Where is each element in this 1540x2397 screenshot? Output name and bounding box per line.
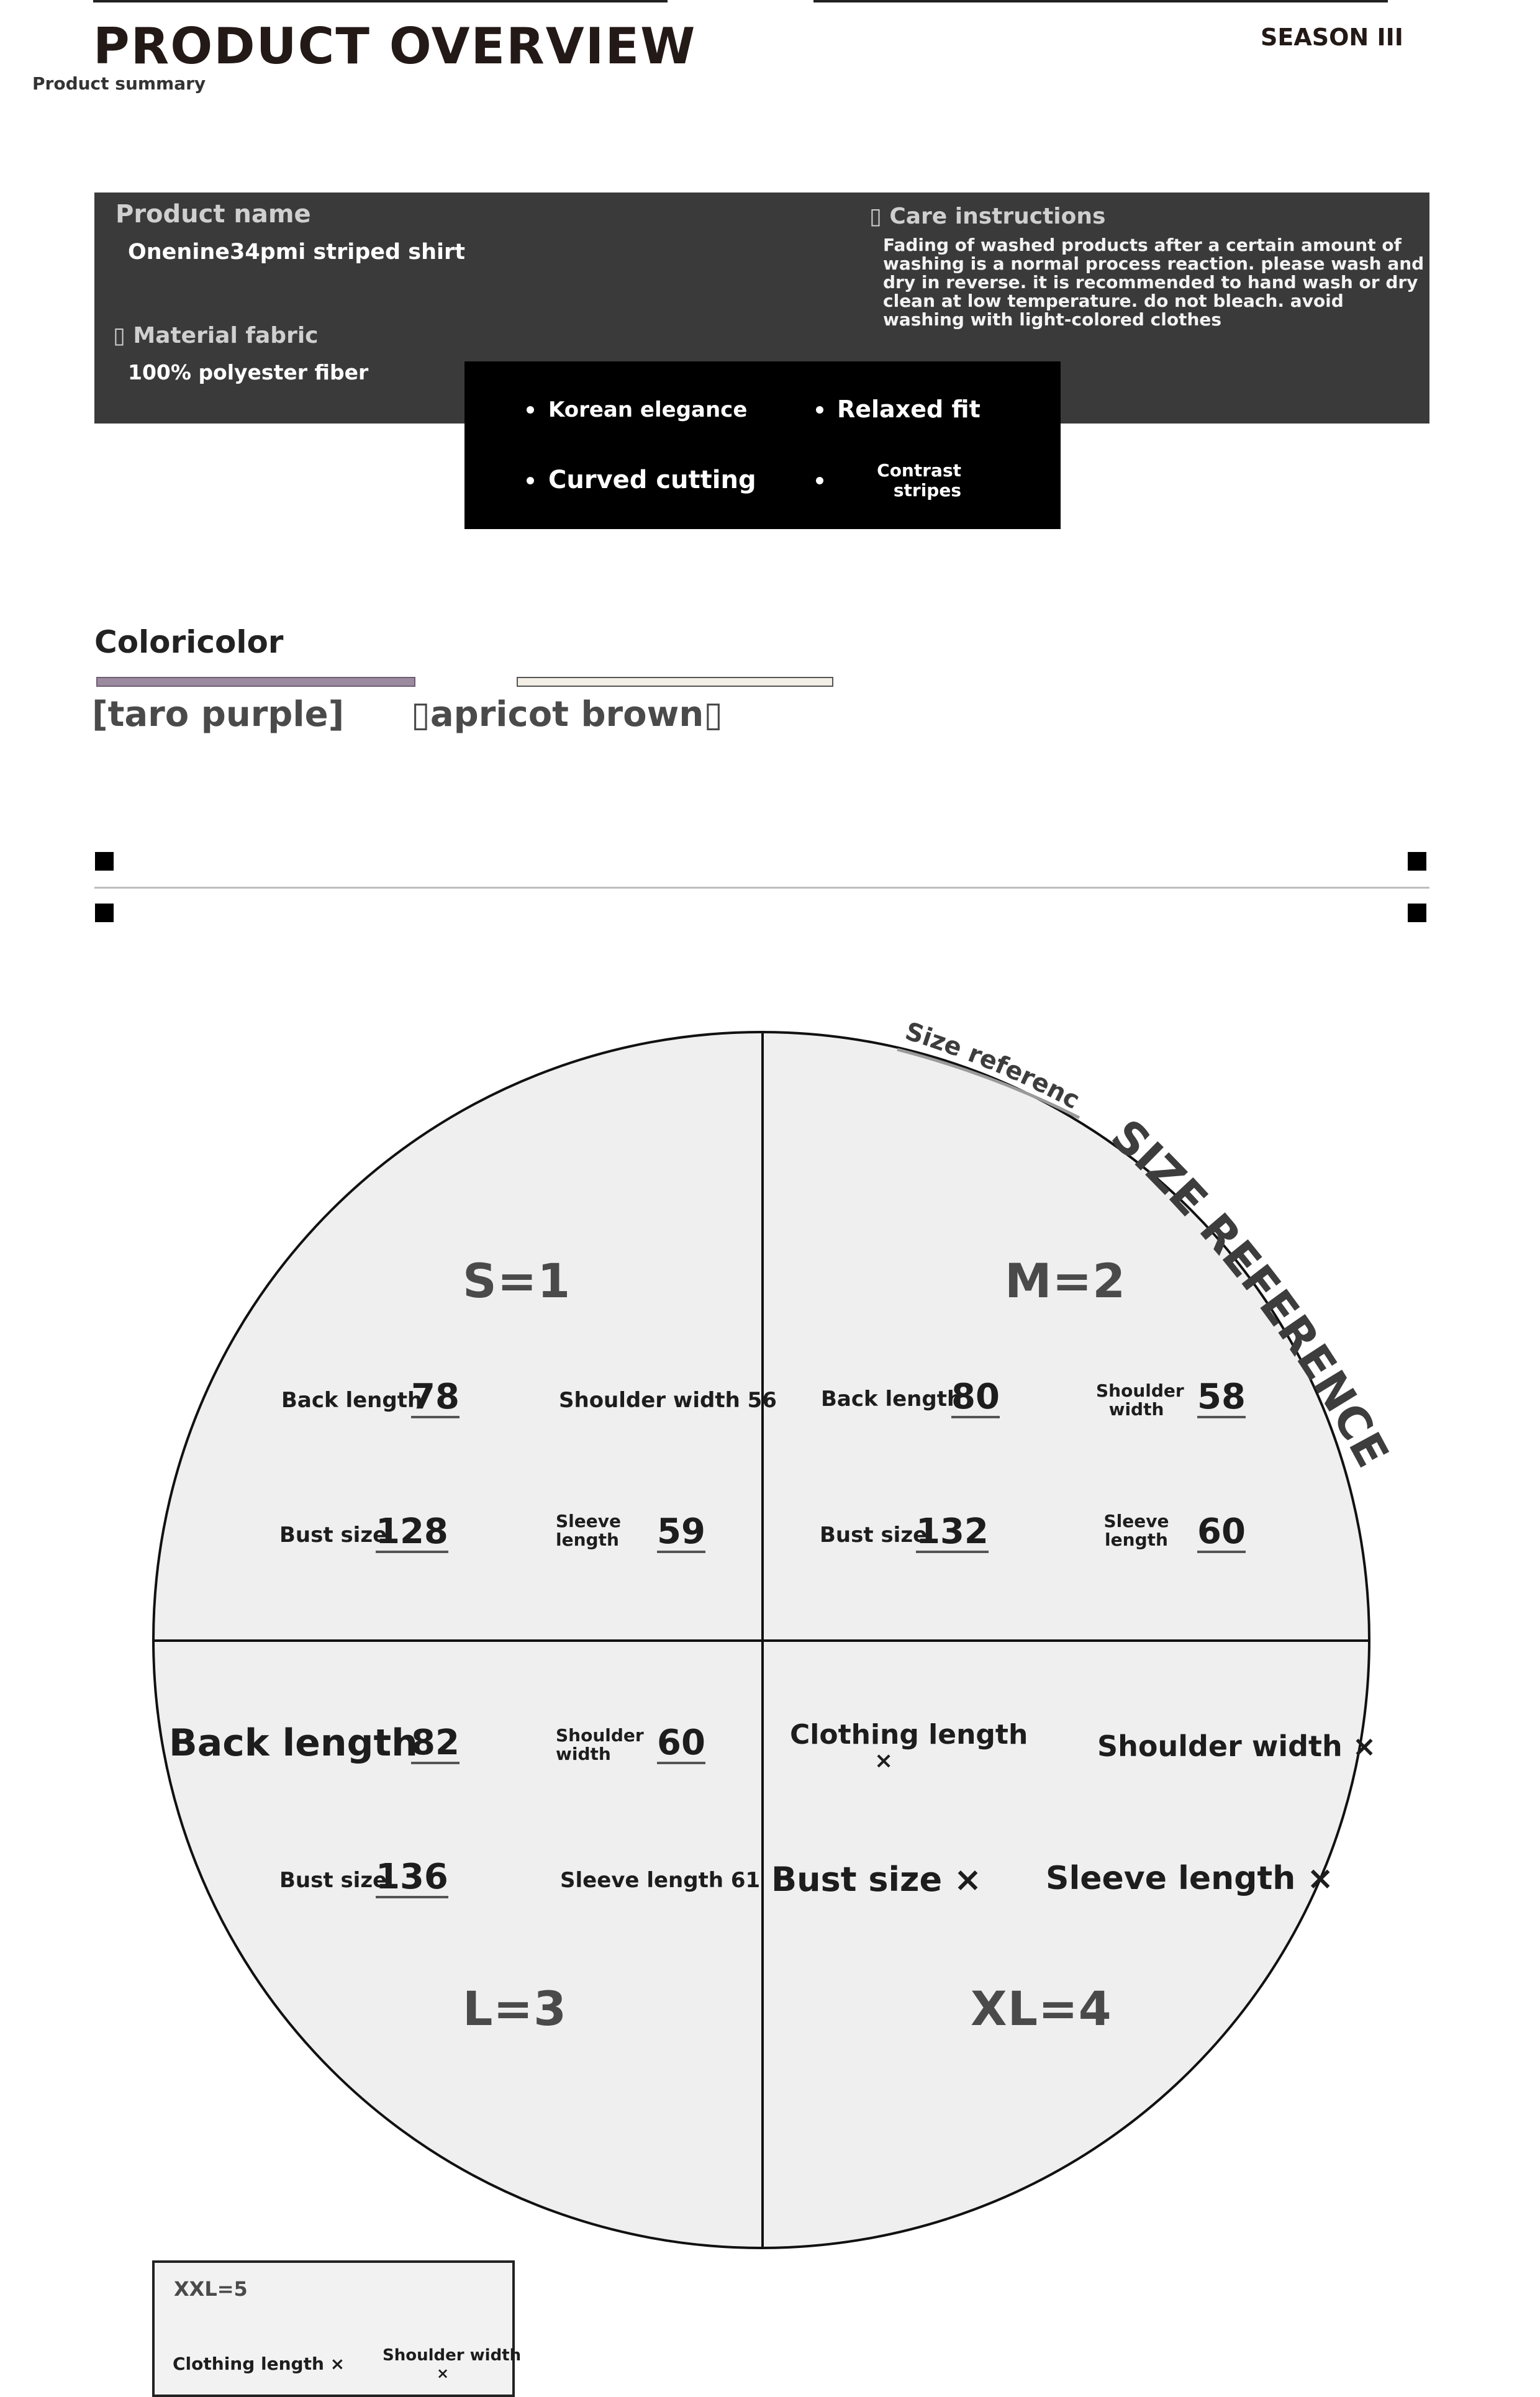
circle-horizontal-divider [152,1639,1370,1642]
divider-marker [1408,852,1426,871]
l-shoulder-width-label: Shoulder width [556,1725,644,1764]
color-section-title: Coloricolor [94,624,284,660]
l-back-length-label: Back length [169,1721,418,1765]
size-reference-arc [0,969,1540,1528]
s-shoulder-width: Shoulder width 56 [559,1388,777,1413]
size-s-heading: S=1 [463,1253,571,1308]
care-text: Fading of washed products after a certain amount of washing is a normal process reaction. please wash and dry in reverse. it is recommended to hand wash or dry clean at low temperature. do not bleach. avoid washing with light-colored clothes [883,235,1424,330]
xl-sleeve-length: Sleeve length × [1046,1860,1334,1897]
s-bust-size-label: Bust size [279,1523,387,1547]
size-l-heading: L=3 [463,1981,567,2036]
color-name-purple: [taro purple] [92,694,345,735]
features-box [464,361,1061,529]
xxl-shoulder-width-value: × [437,2365,450,2382]
m-shoulder-width-label: Shoulder width [1096,1380,1184,1420]
bullet-icon [527,406,534,414]
l-back-length-value: 82 [411,1723,460,1763]
size-xxl-heading: XXL=5 [174,2277,248,2301]
swatch-apricot-brown [517,677,833,687]
divider-marker [95,852,114,871]
l-shoulder-width-value: 60 [657,1723,705,1763]
color-name-apricot: ▯apricot brown▯ [411,694,723,735]
bullet-icon [816,477,823,484]
feature-relaxed-fit: Relaxed fit [837,396,981,423]
m-back-length-label: Back length [821,1387,962,1411]
size-m-heading: M=2 [1005,1253,1126,1308]
l-bust-size-label: Bust size [279,1868,387,1893]
header-rule-left [93,0,668,2]
arc-label-small: Size referenc [902,1017,1085,1115]
xxl-shoulder-width-label: Shoulder width [383,2346,522,2365]
l-sleeve-length: Sleeve length 61 [560,1868,761,1893]
m-sleeve-length-label: Sleeve length [1103,1511,1169,1550]
xl-clothing-length-label: Clothing length [790,1719,1028,1751]
product-name-value: Onenine34pmi striped shirt [128,240,465,265]
divider-marker [1408,904,1426,922]
m-sleeve-length-value: 60 [1197,1511,1246,1552]
bullet-icon [527,477,534,484]
material-value: 100% polyester fiber [128,360,369,384]
m-back-length-value: 80 [951,1377,1000,1417]
s-back-length-label: Back length [281,1388,423,1413]
header-rule-right [813,0,1388,2]
material-label: ▯ Material fabric [113,323,319,348]
page-title: PRODUCT OVERVIEW [93,17,697,75]
season-label: SEASON III [1261,24,1403,51]
m-shoulder-width-value: 58 [1197,1377,1246,1417]
feature-contrast-stripes: Contrast stripes [877,460,961,501]
bullet-icon [816,406,823,414]
s-sleeve-length-label: Sleeve length [556,1511,621,1550]
l-bust-size-value: 136 [376,1857,448,1897]
page-subtitle: Product summary [32,73,206,94]
xl-clothing-length-value: × [874,1748,894,1774]
care-label: ▯ Care instructions [869,204,1106,229]
product-name-label: Product name [116,200,311,229]
s-back-length-value: 78 [411,1377,460,1417]
s-sleeve-length-value: 59 [657,1511,705,1552]
divider-marker [95,904,114,922]
size-xl-heading: XL=4 [971,1981,1112,2036]
xl-bust-size: Bust size × [771,1860,982,1899]
feature-korean-elegance: Korean elegance [548,397,748,422]
xxl-clothing-length: Clothing length × [173,2354,345,2374]
divider-line [94,887,1429,889]
s-bust-size-value: 128 [376,1511,448,1552]
arc-label-big: SIZE REFERENCE [1101,1109,1399,1476]
swatch-taro-purple [96,677,415,687]
xl-shoulder-width: Shoulder width × [1097,1729,1377,1763]
m-bust-size-label: Bust size [820,1523,928,1547]
feature-curved-cutting: Curved cutting [548,466,756,494]
m-bust-size-value: 132 [916,1511,989,1552]
